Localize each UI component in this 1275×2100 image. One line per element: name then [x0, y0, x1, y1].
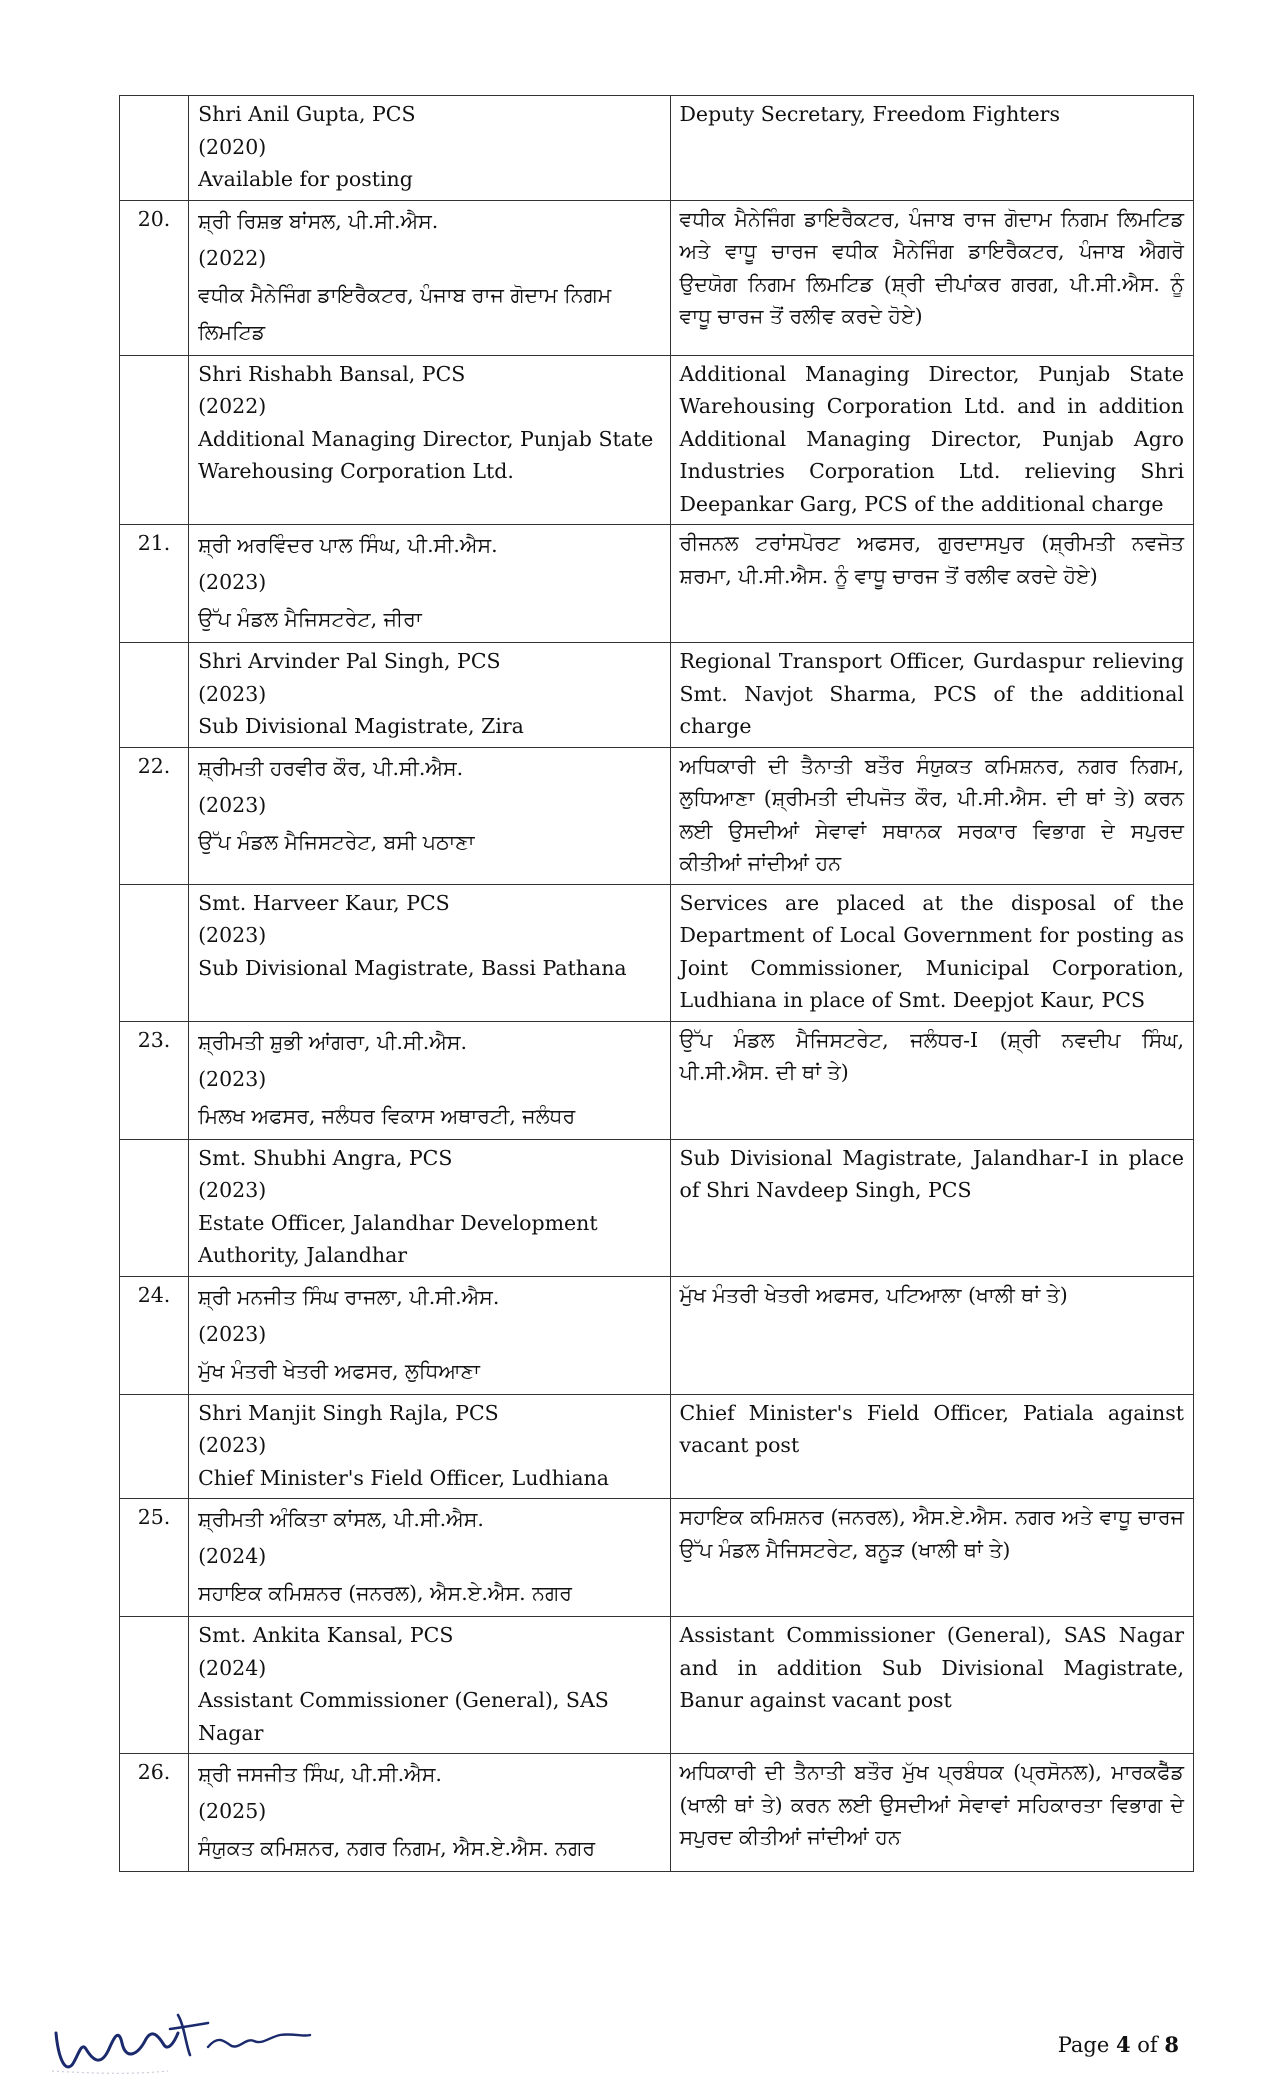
page-current: 4 — [1115, 2032, 1131, 2057]
officer-cell — [189, 1617, 670, 1754]
table-row — [120, 355, 1194, 525]
officer-batch: (2020) — [198, 134, 267, 159]
officer-batch: (2024) — [198, 1655, 267, 1680]
officer-cell — [189, 355, 670, 525]
officer-cell — [189, 1754, 670, 1872]
officer-name: Shri Anil Gupta, PCS — [198, 102, 416, 126]
table-row — [120, 1021, 1194, 1139]
officer-name: ਸ਼੍ਰੀ ਅਰਵਿੰਦਰ ਪਾਲ ਸਿੰਘ, ਪੀ.ਸੀ.ਐਸ. — [198, 533, 498, 557]
officer-batch: (2024) — [198, 1544, 267, 1568]
officer-name: ਸ਼੍ਰੀਮਤੀ ਅੰਕਿਤਾ ਕਾਂਸਲ, ਪੀ.ਸੀ.ਐਸ. — [198, 1507, 484, 1531]
officer-name: ਸ਼੍ਰੀ ਰਿਸ਼ਭ ਬਾਂਸਲ, ਪੀ.ਸੀ.ਐਸ. — [198, 208, 439, 233]
officer-name: ਸ਼੍ਰੀ ਮਨਜੀਤ ਸਿੰਘ ਰਾਜਲਾ, ਪੀ.ਸੀ.ਐਸ. — [198, 1284, 500, 1309]
table-row — [120, 884, 1194, 1021]
new-posting-cell: Sub Divisional Magistrate, Jalandhar-I in place of Shri Navdeep Singh, PCS — [670, 1139, 1194, 1276]
officer-batch: (2023) — [198, 1066, 267, 1091]
page-of: of — [1137, 2033, 1158, 2057]
officer-name: Shri Arvinder Pal Singh, PCS — [198, 649, 501, 673]
table-row — [120, 200, 1194, 355]
serial-number-cell — [120, 884, 189, 1021]
officer-batch: (2023) — [198, 792, 267, 817]
table-row — [120, 1617, 1194, 1754]
officer-batch: (2022) — [198, 245, 267, 270]
officer-current-post: Assistant Commissioner (General), SAS Nagar — [198, 1688, 609, 1745]
new-posting-cell: Additional Managing Director, Punjab State Warehousing Corporation Ltd. and in addition Additional Managing Director, Punjab Agro Industries Corporation Ltd. relieving Shri Deepankar Garg, PCS of the additional charge — [670, 355, 1194, 525]
officer-batch: (2023) — [198, 681, 267, 706]
officer-cell — [189, 1276, 670, 1394]
officer-cell — [189, 1021, 670, 1139]
serial-number-cell: 21. — [120, 525, 189, 643]
table-row — [120, 1754, 1194, 1872]
new-posting-cell: ਉੱਪ ਮੰਡਲ ਮੈਜਿਸਟਰੇਟ, ਜਲੰਧਰ-I (ਸ਼੍ਰੀ ਨਵਦੀਪ ਸਿੰਘ, ਪੀ.ਸੀ.ਐਸ. ਦੀ ਥਾਂ ਤੇ) — [670, 1021, 1194, 1139]
officer-batch: (2023) — [198, 1178, 267, 1202]
new-posting-cell: ਵਧੀਕ ਮੈਨੇਜਿੰਗ ਡਾਇਰੈਕਟਰ, ਪੰਜਾਬ ਰਾਜ ਗੋਦਾਮ ਨਿਗਮ ਲਿਮਟਿਡ ਅਤੇ ਵਾਧੂ ਚਾਰਜ ਵਧੀਕ ਮੈਨੇਜਿੰਗ ਡਾਇਰੈਕਟਰ, ਪੰਜਾਬ ਐਗਰੋ ਉਦਯੋਗ ਨਿਗਮ ਲਿਮਟਿਡ (ਸ਼੍ਰੀ ਦੀਪਾਂਕਰ ਗਰਗ, ਪੀ.ਸੀ.ਐਸ. ਨੂੰ ਵਾਧੂ ਚਾਰਜ ਤੋਂ ਰਲੀਵ ਕਰਦੇ ਹੋਏ) — [670, 200, 1194, 355]
serial-number-cell: 20. — [120, 200, 189, 355]
table-row — [120, 1276, 1194, 1394]
signature-scribble — [48, 1985, 318, 2080]
officer-current-post: Sub Divisional Magistrate, Zira — [198, 714, 524, 738]
new-posting-cell: ਅਧਿਕਾਰੀ ਦੀ ਤੈਨਾਤੀ ਬਤੌਰ ਮੁੱਖ ਪ੍ਰਬੰਧਕ (ਪ੍ਰਸੋਨਲ), ਮਾਰਕਫੈੱਡ (ਖਾਲੀ ਥਾਂ ਤੇ) ਕਰਨ ਲਈ ਉਸਦੀਆਂ ਸੇਵਾਵਾਂ ਸਹਿਕਾਰਤਾ ਵਿਭਾਗ ਦੇ ਸਪੁਰਦ ਕੀਤੀਆਂ ਜਾਂਦੀਆਂ ਹਨ — [670, 1754, 1194, 1872]
table-row — [120, 1499, 1194, 1617]
officer-current-post: ਸਹਾਇਕ ਕਮਿਸ਼ਨਰ (ਜਨਰਲ), ਐਸ.ਏ.ਐਸ. ਨਗਰ — [198, 1581, 572, 1605]
serial-number-cell — [120, 643, 189, 748]
officer-batch: (2023) — [198, 1321, 267, 1346]
page-total: 8 — [1164, 2032, 1179, 2057]
serial-number-cell — [120, 1617, 189, 1754]
serial-number-cell: 25. — [120, 1499, 189, 1617]
serial-number-cell: 26. — [120, 1754, 189, 1872]
officer-name: Smt. Ankita Kansal, PCS — [198, 1623, 454, 1647]
serial-number-cell — [120, 96, 189, 201]
table-row — [120, 1394, 1194, 1499]
serial-number-cell: 23. — [120, 1021, 189, 1139]
new-posting-cell: Deputy Secretary, Freedom Fighters — [670, 96, 1194, 201]
officer-current-post: ਵਧੀਕ ਮੈਨੇਜਿੰਗ ਡਾਇਰੈਕਟਰ, ਪੰਜਾਬ ਰਾਜ ਗੋਦਾਮ ਨਿਗਮ ਲਿਮਟਿਡ — [198, 282, 612, 344]
officer-cell — [189, 525, 670, 643]
new-posting-cell: ਅਧਿਕਾਰੀ ਦੀ ਤੈਨਾਤੀ ਬਤੌਰ ਸੰਯੁਕਤ ਕਮਿਸ਼ਨਰ, ਨਗਰ ਨਿਗਮ, ਲੁਧਿਆਣਾ (ਸ਼੍ਰੀਮਤੀ ਦੀਪਜੋਤ ਕੌਰ, ਪੀ.ਸੀ.ਐਸ. ਦੀ ਥਾਂ ਤੇ) ਕਰਨ ਲਈ ਉਸਦੀਆਂ ਸੇਵਾਵਾਂ ਸਥਾਨਕ ਸਰਕਾਰ ਵਿਭਾਗ ਦੇ ਸਪੁਰਦ ਕੀਤੀਆਂ ਜਾਂਦੀਆਂ ਹਨ — [670, 747, 1194, 884]
table-row — [120, 96, 1194, 201]
officer-current-post: ਉੱਪ ਮੰਡਲ ਮੈਜਿਸਟਰੇਟ, ਜੀਰਾ — [198, 607, 422, 631]
serial-number-cell — [120, 1139, 189, 1276]
officer-current-post: ਮਿਲਖ ਅਫਸਰ, ਜਲੰਧਰ ਵਿਕਾਸ ਅਥਾਰਟੀ, ਜਲੰਧਰ — [198, 1103, 576, 1128]
new-posting-cell: ਰੀਜਨਲ ਟਰਾਂਸਪੋਰਟ ਅਫਸਰ, ਗੁਰਦਾਸਪੁਰ (ਸ਼੍ਰੀਮਤੀ ਨਵਜੋਤ ਸ਼ਰਮਾ, ਪੀ.ਸੀ.ਐਸ. ਨੂੰ ਵਾਧੂ ਚਾਰਜ ਤੋਂ ਰਲੀਵ ਕਰਦੇ ਹੋਏ) — [670, 525, 1194, 643]
officer-cell — [189, 1139, 670, 1276]
officer-cell — [189, 643, 670, 748]
new-posting-cell: Regional Transport Officer, Gurdaspur relieving Smt. Navjot Sharma, PCS of the additional charge — [670, 643, 1194, 748]
page-label: Page — [1057, 2033, 1110, 2057]
page-number — [1058, 2032, 1179, 2057]
serial-number-cell: 24. — [120, 1276, 189, 1394]
new-posting-cell: ਮੁੱਖ ਮੰਤਰੀ ਖੇਤਰੀ ਅਫਸਰ, ਪਟਿਆਲਾ (ਖਾਲੀ ਥਾਂ ਤੇ) — [670, 1276, 1194, 1394]
officer-batch: (2023) — [198, 923, 267, 947]
officer-name: ਸ਼੍ਰੀ ਜਸਜੀਤ ਸਿੰਘ, ਪੀ.ਸੀ.ਐਸ. — [198, 1762, 442, 1786]
serial-number-cell — [120, 1394, 189, 1499]
officer-name: Smt. Shubhi Angra, PCS — [198, 1145, 453, 1170]
new-posting-cell: Services are placed at the disposal of the Department of Local Government for posting as Joint Commissioner, Municipal Corporation, Ludhiana in place of Smt. Deepjot Kaur, PCS — [670, 884, 1194, 1021]
officer-cell — [189, 747, 670, 884]
officer-name: ਸ਼੍ਰੀਮਤੀ ਸ਼ੁਭੀ ਆਂਗਰਾ, ਪੀ.ਸੀ.ਐਸ. — [198, 1029, 468, 1054]
officer-current-post: Sub Divisional Magistrate, Bassi Pathana — [198, 955, 627, 980]
officer-name: ਸ਼੍ਰੀਮਤੀ ਹਰਵੀਰ ਕੌਰ, ਪੀ.ਸੀ.ਐਸ. — [198, 755, 464, 780]
officer-name: Shri Rishabh Bansal, PCS — [198, 361, 466, 386]
officer-cell — [189, 1394, 670, 1499]
officer-batch: (2023) — [198, 570, 267, 594]
officer-current-post: ਮੁੱਖ ਮੰਤਰੀ ਖੇਤਰੀ ਅਫਸਰ, ਲੁਧਿਆਣਾ — [198, 1358, 480, 1383]
officer-cell — [189, 884, 670, 1021]
postings-table-body — [120, 96, 1194, 1872]
officer-current-post: Chief Minister's Field Officer, Ludhiana — [198, 1465, 609, 1490]
new-posting-cell: Assistant Commissioner (General), SAS Nagar and in addition Sub Divisional Magistrate, Banur against vacant post — [670, 1617, 1194, 1754]
officer-name: Shri Manjit Singh Rajla, PCS — [198, 1400, 499, 1425]
officer-current-post: ਸੰਯੁਕਤ ਕਮਿਸ਼ਨਰ, ਨਗਰ ਨਿਗਮ, ਐਸ.ਏ.ਐਸ. ਨਗਰ — [198, 1836, 596, 1860]
officer-cell — [189, 1499, 670, 1617]
table-row — [120, 643, 1194, 748]
officer-current-post: Available for posting — [198, 167, 413, 191]
new-posting-cell: ਸਹਾਇਕ ਕਮਿਸ਼ਨਰ (ਜਨਰਲ), ਐਸ.ਏ.ਐਸ. ਨਗਰ ਅਤੇ ਵਾਧੂ ਚਾਰਜ ਉੱਪ ਮੰਡਲ ਮੈਜਿਸਟਰੇਟ, ਬਨੂੜ (ਖਾਲੀ ਥਾਂ ਤੇ) — [670, 1499, 1194, 1617]
table-row — [120, 1139, 1194, 1276]
new-posting-cell: Chief Minister's Field Officer, Patiala against vacant post — [670, 1394, 1194, 1499]
serial-number-cell: 22. — [120, 747, 189, 884]
officer-batch: (2023) — [198, 1433, 267, 1457]
officer-name: Smt. Harveer Kaur, PCS — [198, 890, 450, 915]
table-row — [120, 525, 1194, 643]
serial-number-cell — [120, 355, 189, 525]
officer-current-post: Additional Managing Director, Punjab State Warehousing Corporation Ltd. — [198, 426, 654, 483]
officer-current-post: Estate Officer, Jalandhar Development Authority, Jalandhar — [198, 1210, 598, 1267]
officer-batch: (2025) — [198, 1799, 267, 1823]
table-row — [120, 747, 1194, 884]
officer-batch: (2022) — [198, 394, 267, 418]
officer-cell — [189, 96, 670, 201]
officer-cell — [189, 200, 670, 355]
postings-table — [119, 95, 1194, 1872]
officer-current-post: ਉੱਪ ਮੰਡਲ ਮੈਜਿਸਟਰੇਟ, ਬਸੀ ਪਠਾਣਾ — [198, 829, 475, 854]
